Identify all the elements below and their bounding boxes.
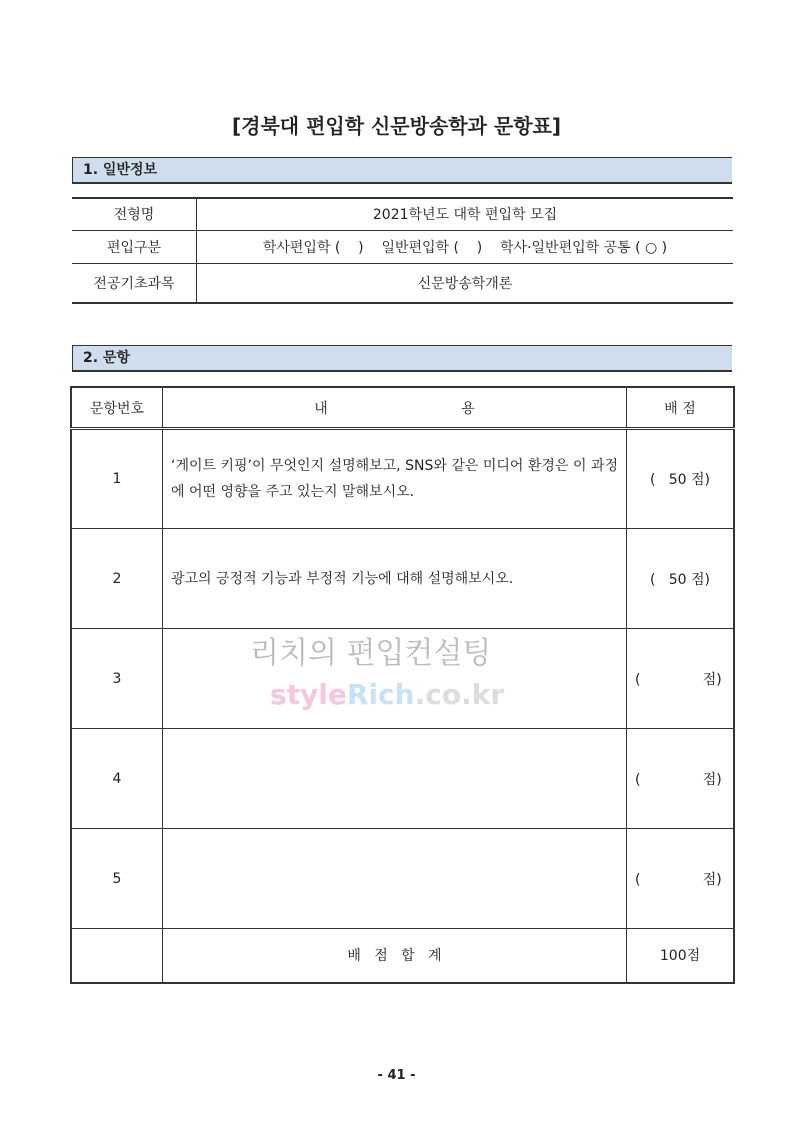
page-title: [경북대 편입학 신문방송학과 문항표] <box>232 114 561 138</box>
question-content: 광고의 긍정적 기능과 부정적 기능에 대해 설명해보시오. <box>163 529 627 629</box>
question-no: 5 <box>71 829 163 929</box>
info-value: 학사편입학 ( ) 일반편입학 ( ) 학사·일반편입학 공통 ( ○ ) <box>197 230 734 263</box>
question-score: ( 점) <box>627 829 735 929</box>
info-value: 신문방송학개론 <box>197 263 734 303</box>
watermark-url-part: style <box>270 678 347 711</box>
table-row <box>71 729 734 829</box>
question-no: 4 <box>71 729 163 829</box>
info-label: 전형명 <box>72 198 197 230</box>
section-header-questions: 2. 문항 <box>72 345 732 372</box>
total-row <box>71 929 734 983</box>
question-score: ( 50 점) <box>627 529 735 629</box>
section-header-general-info: 1. 일반정보 <box>72 157 732 184</box>
question-content: ‘게이트 키핑’이 무엇인지 설명해보고, SNS와 같은 미디어 환경은 이 과정에 어떤 영향을 주고 있는지 말해보시오. <box>163 429 627 529</box>
info-label: 편입구분 <box>72 230 197 263</box>
watermark-url <box>270 678 504 712</box>
table-row <box>71 529 734 629</box>
header-content: 내 용 <box>163 387 627 429</box>
info-label: 전공기초과목 <box>72 263 197 303</box>
question-no: 3 <box>71 629 163 729</box>
question-score: ( 점) <box>627 729 735 829</box>
watermark-url-part: .co.kr <box>414 678 505 711</box>
info-value: 2021학년도 대학 편입학 모집 <box>197 198 734 230</box>
watermark-url-part: Rich <box>346 678 415 711</box>
total-row-empty-cell <box>71 929 163 983</box>
page-number: - 41 - <box>377 1068 416 1083</box>
total-label: 배 점 합 계 <box>163 929 627 983</box>
table-row <box>71 429 734 529</box>
table-row <box>71 829 734 929</box>
header-score: 배 점 <box>627 387 735 429</box>
question-score: ( 점) <box>627 629 735 729</box>
total-value: 100점 <box>627 929 735 983</box>
general-info-table <box>72 197 733 304</box>
question-content <box>163 729 627 829</box>
header-no: 문항번호 <box>71 387 163 429</box>
watermark-text: 리치의 편입컨설팅 <box>250 636 492 671</box>
question-no: 2 <box>71 529 163 629</box>
question-no: 1 <box>71 429 163 529</box>
question-content <box>163 829 627 929</box>
question-score: ( 50 점) <box>627 429 735 529</box>
